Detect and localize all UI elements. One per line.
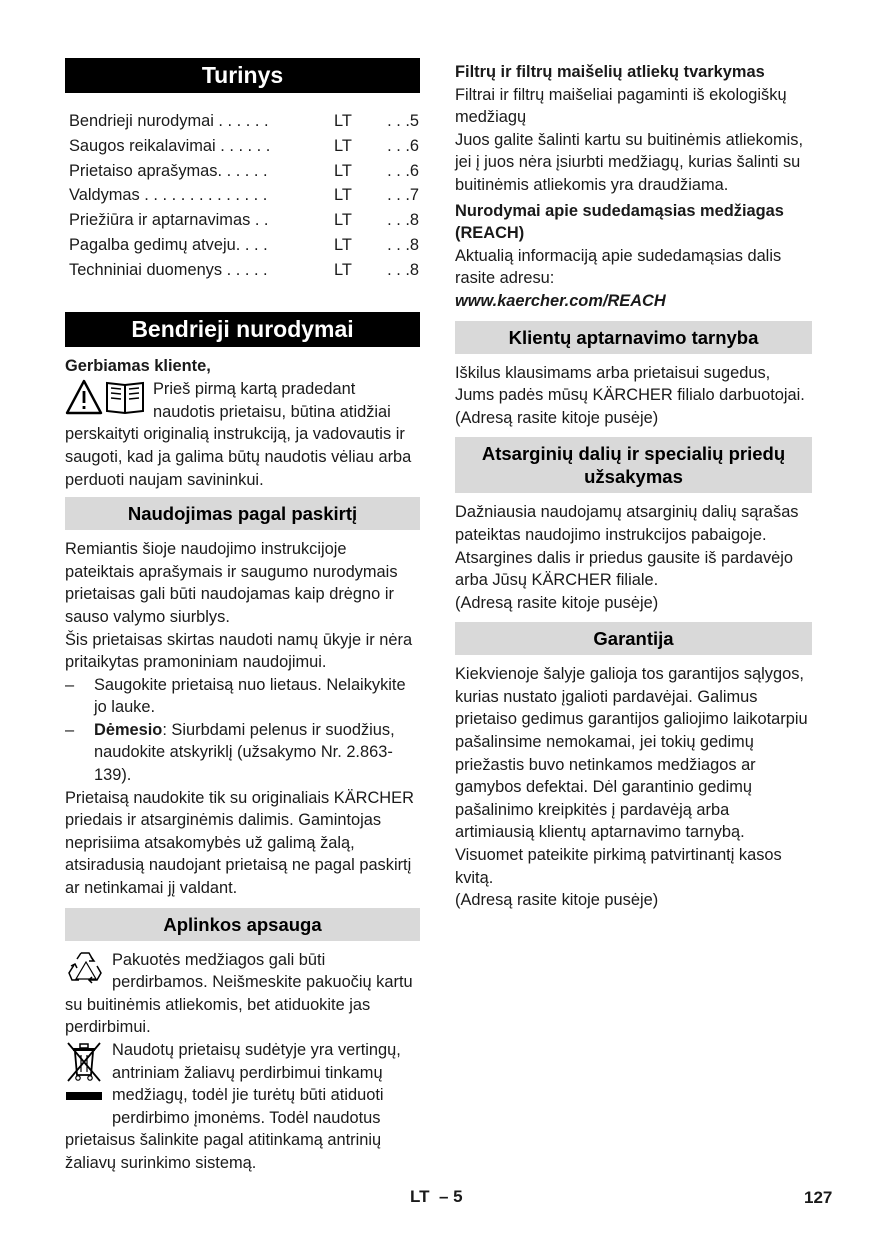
- environment-block-1: [65, 949, 420, 1039]
- intended-use-p2: Šis prietaisas skirtas naudoti namų ūkyje ir nėra pritaikytas pramoniniam naudojimui.: [65, 630, 413, 672]
- service-p2: (Adresą rasite kitoje pusėje): [455, 408, 659, 427]
- environment-block-2: [65, 1039, 420, 1175]
- general-heading: Bendrieji nurodymai: [65, 312, 420, 347]
- filters-p1: Filtrai ir filtrų maišeliai pagaminti iš ekologiškų medžiagų: [455, 85, 787, 127]
- toc-heading: Turinys: [65, 58, 420, 93]
- crossed-bin-icon: [65, 1039, 103, 1112]
- toc-entry[interactable]: [69, 258, 420, 283]
- toc-entry[interactable]: [69, 109, 420, 134]
- parts-heading: Atsarginių dalių ir specialių priedų užsakymas: [455, 437, 812, 493]
- toc-entry-title: Prietaiso aprašymas. . . . . .: [69, 161, 268, 180]
- toc-entry-title: Valdymas . . . . . . . . . . . . . .: [69, 186, 268, 205]
- recycle-icon: [67, 949, 103, 990]
- toc-entry-title: Pagalba gedimų atveju. . . .: [69, 235, 268, 254]
- attention-label: Dėmesio: [94, 720, 163, 739]
- list-item-text: Saugokite prietaisą nuo lietaus. Nelaikykite jo lauke.: [94, 675, 406, 717]
- reach-heading: Nurodymai apie sudedamąsias medžiagas (REACH): [455, 201, 784, 243]
- reach-p1: Aktualią informaciją apie sudedamąsias dalis rasite adresu:: [455, 246, 782, 288]
- greeting: Gerbiamas kliente,: [65, 356, 211, 375]
- read-manual-book-icon: [107, 383, 143, 413]
- toc-entry[interactable]: [69, 159, 420, 184]
- warning-triangle-icon: [67, 381, 101, 413]
- toc-entry-page: . . .8: [387, 211, 419, 230]
- filters-heading: Filtrų ir filtrų maišelių atliekų tvarkymas: [455, 63, 765, 81]
- toc-entry-lang: LT: [334, 260, 352, 279]
- list-item: [65, 674, 420, 719]
- toc-entry-title: Techniniai duomenys . . . . .: [69, 260, 268, 279]
- toc-entry-title: Saugos reikalavimai . . . . . .: [69, 136, 271, 155]
- right-column: [455, 61, 812, 912]
- list-item-text: [94, 719, 420, 787]
- toc-list: [69, 109, 420, 283]
- intended-use-p3: Prietaisą naudokite tik su originaliais KÄRCHER priedais ir atsarginėmis dalimis. Gamintojas neprisiima atsakomybės už galimą žalą, atsiradusią naudojant prietaisą ne pagal paskirtį ar netinkamai jį valdant.: [65, 788, 414, 898]
- warranty-heading: Garantija: [455, 622, 812, 655]
- reach-link[interactable]: www.kaercher.com/REACH: [455, 291, 666, 310]
- environment-p2: Naudotų prietaisų sudėtyje yra vertingų, antriniam žaliavų perdirbimui tinkamų medžiagų, todėl jie turėtų būti atiduoti perdirbimo įmonėms. Todėl naudotus prietaisus šalinkite pagal atitinkamą antrinių žaliavų surinkimo sistemą.: [65, 1041, 401, 1172]
- left-column: [65, 58, 420, 1175]
- parts-p3: (Adresą rasite kitoje pusėje): [455, 593, 659, 612]
- toc-entry[interactable]: [69, 208, 420, 233]
- toc-entry-page: . . .8: [387, 260, 419, 279]
- footer-section-label: [410, 1187, 463, 1207]
- warranty-p1: Kiekvienoje šalyje galioja tos garantijos sąlygos, kurias nustato įgalioti pardavėjai. Galimus prietaiso gedimus garantijos galiojimo laikotarpiu pašalinsime nemokamai, jei tokių gedimų priežastis buvo netinkamos medžiagos ar gamybos defektai. Dėl garantinio gedimų pašalinimo kreipkitės į pardavėją arba artimiausią klientų aptarnavimo tarnybą. Visuomet pateikite pirkimą patvirtinantį kasos kvitą.: [455, 665, 808, 887]
- toc-entry-lang: LT: [334, 235, 352, 254]
- toc-entry-title: Priežiūra ir aptarnavimas . .: [69, 211, 269, 230]
- toc-entry-page: . . .5: [387, 112, 419, 130]
- toc-entry[interactable]: [69, 183, 420, 208]
- service-heading: Klientų aptarnavimo tarnyba: [455, 321, 812, 354]
- toc-entry-lang: LT: [334, 186, 352, 205]
- toc-entry-page: . . .6: [387, 136, 419, 155]
- filters-p2: Juos galite šalinti kartu su buitinėmis atliekomis, jei į juos nėra įsiurbti medžiagų, kurias šalinti su buitinėmis atliekomis yra draudžiama.: [455, 130, 803, 194]
- environment-p1: Pakuotės medžiagos gali būti perdirbamos. Neišmeskite pakuočių kartu su buitinėmis atliekomis, bet atiduokite jas perdirbimui.: [65, 950, 413, 1037]
- toc-entry-title: Bendrieji nurodymai . . . . . .: [69, 112, 269, 130]
- page-number: 127: [804, 1188, 833, 1207]
- intended-use-heading: Naudojimas pagal paskirtį: [65, 497, 420, 530]
- toc-entry-page: . . .8: [387, 235, 419, 254]
- parts-p1: Dažniausia naudojamų atsarginių dalių sąrašas pateiktas naudojimo instrukcijos pabaigoje.: [455, 503, 799, 544]
- attention-text: : Siurbdami pelenus ir suodžius, naudokite atskyriklį (užsakymo Nr. 2.863-139).: [94, 720, 395, 785]
- service-p1: Iškilus klausimams arba prietaisui sugedus, Jums padės mūsų KÄRCHER filialo darbuotojai.: [455, 363, 805, 405]
- notice-icons: [65, 378, 147, 421]
- toc-entry-lang: LT: [334, 112, 352, 130]
- intended-use-p1: Remiantis šioje naudojimo instrukcijoje pateiktais aprašymais ir saugumo nurodymais prietaisas gali būti naudojamas kaip drėgno ir sauso valymo siurblys.: [65, 540, 398, 626]
- general-intro-block: [65, 378, 420, 491]
- toc-entry-lang: LT: [334, 136, 352, 155]
- toc-entry-lang: LT: [334, 161, 352, 180]
- footer-section: LT: [410, 1187, 430, 1206]
- toc-entry-lang: LT: [334, 211, 352, 230]
- toc-entry[interactable]: [69, 233, 420, 258]
- warranty-p2: (Adresą rasite kitoje pusėje): [455, 891, 659, 910]
- general-intro: Prieš pirmą kartą pradedant naudotis prietaisu, būtina atidžiai perskaityti originalią instrukciją, ja vadovautis ir saugoti, kad ja galima būtų naudotis vėliau arba perduoti naujam savininkui.: [65, 380, 412, 489]
- toc-entry-page: . . .7: [387, 186, 419, 205]
- toc-entry-page: . . .6: [387, 161, 419, 180]
- list-item: [65, 719, 420, 787]
- environment-heading: Aplinkos apsauga: [65, 908, 420, 941]
- list-dash: –: [65, 675, 75, 694]
- list-dash: –: [65, 720, 75, 739]
- parts-p2: Atsargines dalis ir priedus gausite iš pardavėjo arba Jūsų KÄRCHER filiale.: [455, 548, 794, 590]
- footer-section-page: – 5: [438, 1187, 463, 1206]
- toc-entry[interactable]: [69, 134, 420, 159]
